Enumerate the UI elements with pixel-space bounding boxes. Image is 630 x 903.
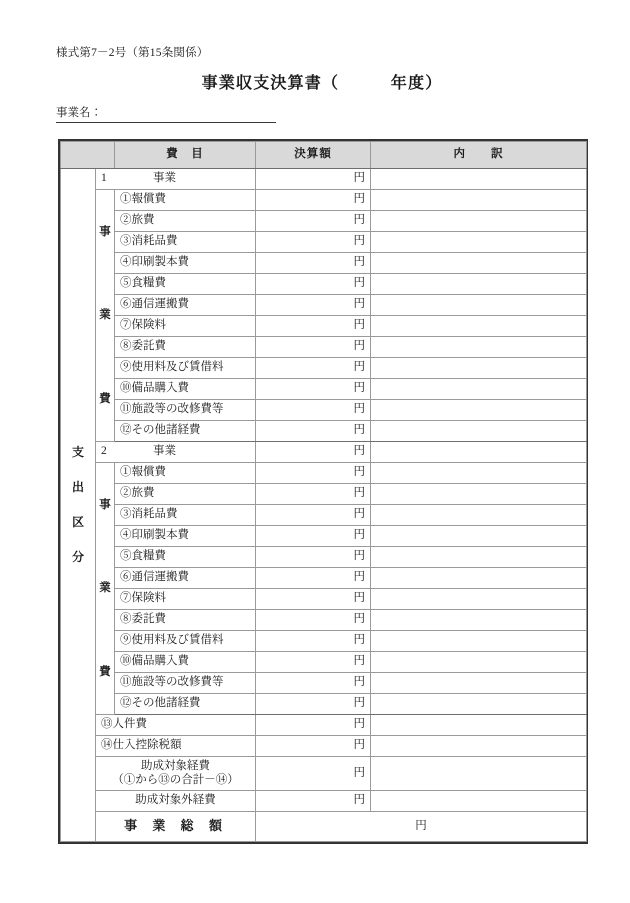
item-amount-cell[interactable]: 円 [256,274,371,295]
extra-row [61,736,587,757]
item-row [61,211,587,232]
expense-group-stack [101,463,109,714]
item-label-cell[interactable]: ②旅費 [115,211,256,232]
division-label-char: 区 [71,515,84,529]
section-breakdown-cell[interactable] [371,442,587,463]
item-amount-cell[interactable]: 円 [256,631,371,652]
item-amount-cell[interactable]: 円 [256,253,371,274]
item-row [61,379,587,400]
item-breakdown-cell[interactable] [371,253,587,274]
item-row [61,421,587,442]
item-amount-cell[interactable]: 円 [256,568,371,589]
item-breakdown-cell[interactable] [371,610,587,631]
section-title-cell[interactable] [96,442,256,463]
item-amount-cell[interactable]: 円 [256,652,371,673]
form-number: 様式第7－2号（第15条関係） [56,47,209,59]
item-breakdown-cell[interactable] [371,568,587,589]
budget-table [60,141,587,842]
expense-group-char: 業 [99,309,111,322]
item-row [61,568,587,589]
item-label-cell[interactable]: ⑩備品購入費 [115,652,256,673]
item-label-cell[interactable]: ⑨使用料及び賃借料 [115,631,256,652]
extra-row [61,715,587,736]
header-item: 費 目 [115,142,256,169]
item-label-cell[interactable]: ①報償費 [115,190,256,211]
item-breakdown-cell[interactable] [371,232,587,253]
item-breakdown-cell[interactable] [371,589,587,610]
expense-group-label-cell [96,190,115,442]
item-amount-cell[interactable]: 円 [256,379,371,400]
item-breakdown-cell[interactable] [371,190,587,211]
extra-breakdown-cell[interactable] [371,736,587,757]
item-breakdown-cell[interactable] [371,211,587,232]
item-breakdown-cell[interactable] [371,652,587,673]
summary-row [61,791,587,812]
section-amount-cell[interactable]: 円 [256,169,371,190]
item-breakdown-cell[interactable] [371,673,587,694]
item-amount-cell[interactable]: 円 [256,400,371,421]
expense-group-char: 事 [99,498,111,511]
item-breakdown-cell[interactable] [371,631,587,652]
item-row [61,232,587,253]
item-row [61,694,587,715]
item-amount-cell[interactable]: 円 [256,694,371,715]
item-amount-cell[interactable]: 円 [256,337,371,358]
item-label-cell[interactable]: ④印刷製本費 [115,253,256,274]
item-row [61,631,587,652]
item-label-cell[interactable]: ⑦保険料 [115,589,256,610]
page-title: 事業収支決算書（ 年度） [201,75,443,92]
expense-group-char: 業 [99,582,111,595]
summary-breakdown-cell[interactable] [371,791,587,812]
item-row [61,547,587,568]
item-amount-cell[interactable]: 円 [256,484,371,505]
division-label-stack [66,169,90,841]
item-breakdown-cell[interactable] [371,337,587,358]
item-amount-cell[interactable]: 円 [256,610,371,631]
section-number: 1 [101,172,107,185]
section-number: 2 [101,445,107,458]
item-label-cell[interactable]: ②旅費 [115,484,256,505]
item-amount-cell[interactable]: 円 [256,190,371,211]
item-label-cell[interactable]: ⑦保険料 [115,316,256,337]
extra-label-cell[interactable]: ⑭仕入控除税額 [96,736,256,757]
header-amount: 決算額 [256,142,371,169]
item-amount-cell[interactable]: 円 [256,232,371,253]
item-label-cell[interactable]: ⑫その他諸経費 [115,694,256,715]
item-breakdown-cell[interactable] [371,694,587,715]
item-amount-cell[interactable]: 円 [256,505,371,526]
summary-breakdown-cell[interactable] [371,757,587,791]
expense-group-label-cell [96,463,115,715]
item-label-cell[interactable]: ⑧委託費 [115,337,256,358]
division-label-char: 分 [71,549,84,564]
section-amount-cell[interactable]: 円 [256,442,371,463]
item-label-cell[interactable]: ③消耗品費 [115,505,256,526]
header-division [61,142,115,169]
item-breakdown-cell[interactable] [371,379,587,400]
item-row [61,253,587,274]
item-breakdown-cell[interactable] [371,421,587,442]
item-label-cell[interactable]: ①報償費 [115,463,256,484]
item-label-cell[interactable]: ④印刷製本費 [115,526,256,547]
item-amount-cell[interactable]: 円 [256,421,371,442]
item-breakdown-cell[interactable] [371,526,587,547]
item-amount-cell[interactable]: 円 [256,589,371,610]
expense-group-char: 費 [99,392,111,405]
item-label-cell[interactable]: ⑩備品購入費 [115,379,256,400]
item-label-cell[interactable]: ⑥通信運搬費 [115,568,256,589]
item-breakdown-cell[interactable] [371,358,587,379]
item-amount-cell[interactable]: 円 [256,526,371,547]
section-name: 事業 [153,445,176,458]
summary-row [61,757,587,791]
item-row [61,589,587,610]
item-row [61,463,587,484]
section-breakdown-cell[interactable] [371,169,587,190]
expense-group-char: 事 [99,225,111,238]
item-row [61,337,587,358]
extra-amount-cell[interactable]: 円 [256,736,371,757]
summary-amount-cell[interactable]: 円 [256,757,371,791]
item-label-cell[interactable]: ⑧委託費 [115,610,256,631]
division-label-char: 支 [71,445,84,460]
extra-label-cell[interactable]: ⑬人件費 [96,715,256,736]
summary-label-line1: 助成対象経費 [141,760,210,773]
item-row [61,190,587,211]
expense-group-stack [101,190,109,441]
item-breakdown-cell[interactable] [371,316,587,337]
item-breakdown-cell[interactable] [371,274,587,295]
item-row [61,316,587,337]
item-amount-cell[interactable]: 円 [256,673,371,694]
section-title-row [61,442,587,463]
item-amount-cell[interactable]: 円 [256,211,371,232]
item-breakdown-cell[interactable] [371,295,587,316]
item-label-cell[interactable]: ⑤食糧費 [115,274,256,295]
item-label-cell[interactable]: ⑨使用料及び賃借料 [115,358,256,379]
item-row [61,673,587,694]
project-name-field[interactable] [56,104,276,123]
extra-breakdown-cell[interactable] [371,715,587,736]
section-name: 事業 [153,172,176,185]
grand-total-label: 事 業 総 額 [96,812,256,842]
budget-table-body [61,142,587,842]
item-row [61,526,587,547]
item-label-cell[interactable]: ⑪施設等の改修費等 [115,400,256,421]
item-breakdown-cell[interactable] [371,463,587,484]
item-row [61,484,587,505]
expense-group-char: 費 [99,665,111,678]
summary-label-cell[interactable] [96,791,256,812]
item-row [61,400,587,421]
item-amount-cell[interactable]: 円 [256,295,371,316]
item-row [61,358,587,379]
item-row [61,274,587,295]
header-breakdown: 内 訳 [371,142,587,169]
table-header-row [61,142,587,169]
item-row [61,295,587,316]
item-label-cell[interactable]: ⑪施設等の改修費等 [115,673,256,694]
project-name-label: 事業名： [56,107,102,119]
division-label-cell [61,169,96,842]
extra-amount-cell[interactable]: 円 [256,715,371,736]
summary-label-line1: 助成対象外経費 [135,794,216,807]
item-label-cell[interactable]: ③消耗品費 [115,232,256,253]
grand-total-row [61,812,587,842]
section-title-cell[interactable] [96,169,256,190]
item-label-cell[interactable]: ⑤食糧費 [115,547,256,568]
grand-total-amount[interactable]: 円 [256,812,587,842]
item-amount-cell[interactable]: 円 [256,358,371,379]
section-title-row [61,169,587,190]
item-breakdown-cell[interactable] [371,484,587,505]
item-amount-cell[interactable]: 円 [256,463,371,484]
item-row [61,652,587,673]
budget-table-frame [58,139,588,844]
item-amount-cell[interactable]: 円 [256,316,371,337]
summary-amount-cell[interactable]: 円 [256,791,371,812]
summary-label-line2: （①から⑬の合計－⑭） [112,773,239,786]
item-breakdown-cell[interactable] [371,547,587,568]
item-label-cell[interactable]: ⑫その他諸経費 [115,421,256,442]
division-label-char: 出 [71,480,84,495]
item-breakdown-cell[interactable] [371,400,587,421]
item-breakdown-cell[interactable] [371,505,587,526]
item-row [61,505,587,526]
item-row [61,610,587,631]
summary-label-cell[interactable] [96,757,256,791]
item-label-cell[interactable]: ⑥通信運搬費 [115,295,256,316]
item-amount-cell[interactable]: 円 [256,547,371,568]
